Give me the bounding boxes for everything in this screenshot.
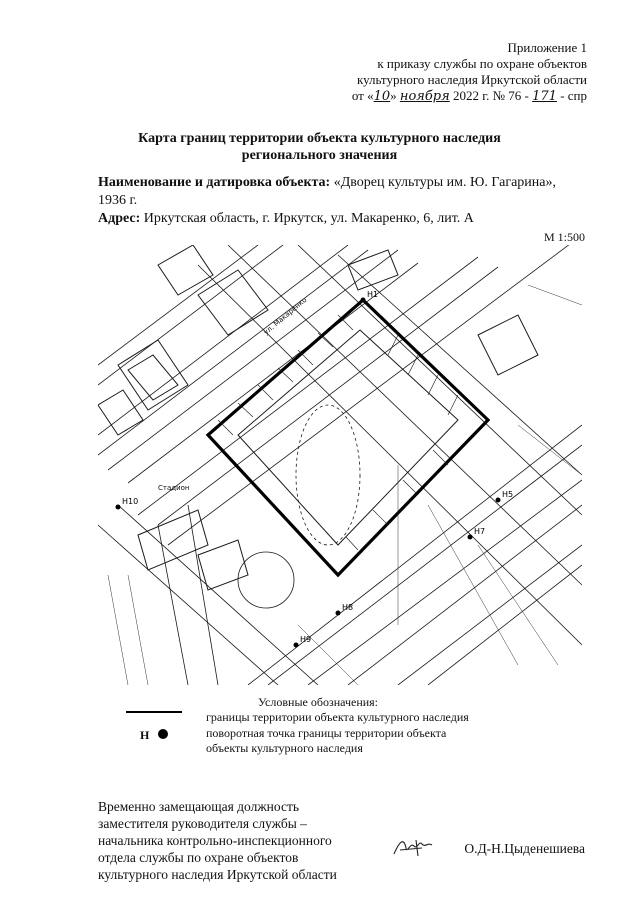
boundary-point-dot <box>294 643 299 648</box>
object-name-value-2: 1936 г. <box>98 193 138 208</box>
boundary-map <box>98 245 582 685</box>
boundary-point-dot <box>468 535 473 540</box>
address-label: Адрес: <box>98 211 141 226</box>
date-prefix: от « <box>351 88 374 103</box>
object-name-value: «Дворец культуры им. Ю. Гагарина», <box>330 175 557 190</box>
appendix-line-3: культурного наследия Иркутской области <box>356 72 587 87</box>
signature-line-1: Временно замещающая должность <box>98 799 300 814</box>
order-number: 171 <box>532 89 557 104</box>
territory-boundary <box>208 300 488 575</box>
legend-title: Условные обозначения: <box>258 695 379 709</box>
signature-line-5: культурного наследия Иркутской области <box>98 867 337 882</box>
appendix-line-2: к приказу службы по охране объектов <box>377 56 587 71</box>
legend-item-point: поворотная точка границы территории объекта <box>206 726 447 740</box>
appendix-date-line <box>352 88 587 105</box>
boundary-point-dot <box>361 298 366 303</box>
document-title <box>0 130 639 164</box>
street-label: ул. Макаренко <box>262 295 309 337</box>
road-lines <box>98 245 582 685</box>
address-value: Иркутская область, г. Иркутск, ул. Макаренко, 6, лит. А <box>140 211 474 226</box>
appendix-line-1: Приложение 1 <box>507 40 587 55</box>
date-mid: » <box>390 88 400 103</box>
boundary-point-dot <box>496 498 501 503</box>
boundary-point-dot <box>116 505 121 510</box>
appendix-header <box>352 40 587 105</box>
date-year: 2022 г. № 76 - <box>449 88 533 103</box>
signer-name: О.Д-Н.Цыденешиева <box>464 841 585 856</box>
signature-line-4: отдела службы по охране объектов <box>98 850 299 865</box>
legend-point-symbol: Н <box>140 728 150 742</box>
object-name-label: Наименование и датировка объекта: <box>98 175 331 190</box>
handwritten-signature <box>392 836 438 860</box>
signature-line-3: начальника контрольно-инспекционного <box>98 833 332 848</box>
legend-boundary-line <box>126 711 182 713</box>
order-suffix: - спр <box>556 88 587 103</box>
boundary-point-label: Н7 <box>474 527 486 536</box>
date-month: ноября <box>399 89 450 104</box>
signature-block <box>98 798 337 883</box>
stadium-label: Стадион <box>158 484 190 492</box>
boundary-point-label: Н5 <box>502 490 514 499</box>
object-address <box>98 210 598 228</box>
legend-point-dot <box>158 729 168 739</box>
boundary-point-label: Н8 <box>342 603 354 612</box>
boundary-point-dot <box>336 611 341 616</box>
boundary-point-label: Н1 <box>367 290 379 299</box>
inner-outline <box>238 330 458 545</box>
date-day: 10 <box>373 89 391 104</box>
object-name <box>98 174 598 210</box>
legend-item-object: объекты культурного наследия <box>206 741 363 755</box>
signature-line-2: заместителя руководителя службы – <box>98 816 307 831</box>
map-scale: М 1:500 <box>543 230 585 244</box>
title-line-1: Карта границ территории объекта культурного наследия <box>138 131 501 146</box>
boundary-point-label: Н9 <box>300 635 312 644</box>
boundary-point-label: Н10 <box>122 497 139 506</box>
stadium-outline <box>238 552 294 608</box>
legend-item-boundary: границы территории объекта культурного наследия <box>206 710 469 724</box>
track-outline <box>296 405 360 545</box>
title-line-2: регионального значения <box>241 148 398 163</box>
